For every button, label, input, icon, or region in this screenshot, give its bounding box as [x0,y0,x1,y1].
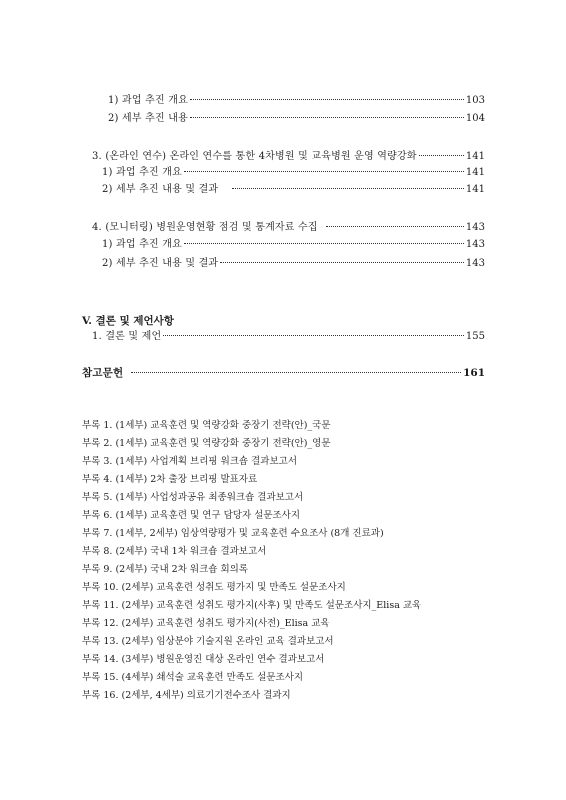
appendix-item[interactable]: 부록 1. (1세부) 교육훈련 및 역량강화 중장기 전략(안)_국문 [82,420,331,431]
toc-entry-label: 2) 세부 추진 내용 및 결과 [102,184,219,195]
toc-leader-dots [184,243,464,244]
appendix-item[interactable]: 부록 4. (1세부) 2차 출장 브리핑 발표자료 [82,474,258,485]
toc-leader-dots [163,335,464,336]
toc-leader-dots [419,155,464,156]
appendix-item[interactable]: 부록 5. (1세부) 사업성과공유 최종워크숍 결과보고서 [82,492,304,503]
toc-entry-label: 3. (온라인 연수) 온라인 연수를 통한 4차병원 및 교육병원 운영 역량강화 [92,151,417,162]
toc-entry-label: 4. (모니터링) 병원운영현황 점검 및 통계자료 수집 [92,222,318,233]
appendix-item[interactable]: 부록 9. (2세부) 국내 2차 워크숍 회의록 [82,564,248,575]
appendix-item[interactable]: 부록 7. (1세부, 2세부) 임상역량평가 및 교육훈련 수요조사 (8개 진료과) [82,528,384,539]
toc-entry[interactable] [92,151,485,163]
toc-entry-label: 1) 과업 추진 개요 [102,167,182,178]
appendix-item[interactable]: 부록 8. (2세부) 국내 1차 워크숍 결과보고서 [82,546,267,557]
toc-leader-dots [184,171,464,172]
toc-entry-page: 143 [465,222,485,233]
toc-entry[interactable] [102,184,485,196]
toc-entry-page: 161 [463,367,485,379]
toc-entry-page: 141 [465,184,485,195]
toc-entry[interactable] [102,239,485,251]
appendix-item[interactable]: 부록 16. (2세부, 4세부) 의료기기전수조사 결과지 [82,690,291,701]
toc-entry-label: 1) 과업 추진 개요 [102,239,182,250]
toc-entry-label: 2) 세부 추진 내용 [108,113,188,124]
appendix-item[interactable]: 부록 6. (1세부) 교육훈련 및 연구 담당자 설문조사지 [82,510,301,521]
appendix-item[interactable]: 부록 12. (2세부) 교육훈련 성취도 평가지(사전)_Elisa 교육 [82,618,330,629]
toc-entry-page: 141 [465,151,485,162]
toc-entry-label: 1) 과업 추진 개요 [108,95,188,106]
appendix-item[interactable]: 부록 10. (2세부) 교육훈련 성취도 평가지 및 만족도 설문조사지 [82,582,346,593]
toc-entry-page: 103 [465,95,485,106]
toc-entry-page: 141 [465,167,485,178]
appendix-item[interactable]: 부록 13. (2세부) 임상분야 기술지원 온라인 교육 결과보고서 [82,636,334,647]
appendix-item[interactable]: 부록 14. (3세부) 병원운영진 대상 온라인 연수 결과보고서 [82,654,325,665]
toc-leader-dots [220,262,464,263]
toc-entry-page: 104 [465,113,485,124]
toc-entry[interactable] [102,167,485,179]
toc-entry[interactable] [92,331,485,343]
toc-leader-dots [232,188,464,189]
toc-entry-label: 참고문헌 [82,367,124,379]
toc-leader-dots [326,226,464,227]
appendix-item[interactable]: 부록 15. (4세부) 쇄석술 교육훈련 만족도 설문조사지 [82,672,304,683]
appendix-item[interactable]: 부록 11. (2세부) 교육훈련 성취도 평가지(사후) 및 만족도 설문조사지_Elisa 교육 [82,600,422,611]
toc-entry[interactable] [108,95,485,107]
toc-leader-dots [131,372,461,373]
chapter-heading: V. 결론 및 제언사항 [82,315,174,327]
toc-entry[interactable] [92,222,485,234]
toc-entry-label: 2) 세부 추진 내용 및 결과 [102,258,219,269]
toc-entry-page: 143 [465,258,485,269]
appendix-item[interactable]: 부록 3. (1세부) 사업계획 브리핑 워크숍 결과보고서 [82,456,298,467]
appendix-item[interactable]: 부록 2. (1세부) 교육훈련 및 역량강화 중장기 전략(안)_영문 [82,438,331,449]
toc-entry-label: 1. 결론 및 제언 [92,331,162,342]
toc-entry-references[interactable] [82,367,485,379]
toc-entry[interactable] [108,113,485,125]
toc-entry-page: 155 [465,331,485,342]
toc-entry-page: 143 [465,239,485,250]
toc-leader-dots [190,117,464,118]
toc-leader-dots [190,99,464,100]
toc-entry[interactable] [102,258,485,270]
